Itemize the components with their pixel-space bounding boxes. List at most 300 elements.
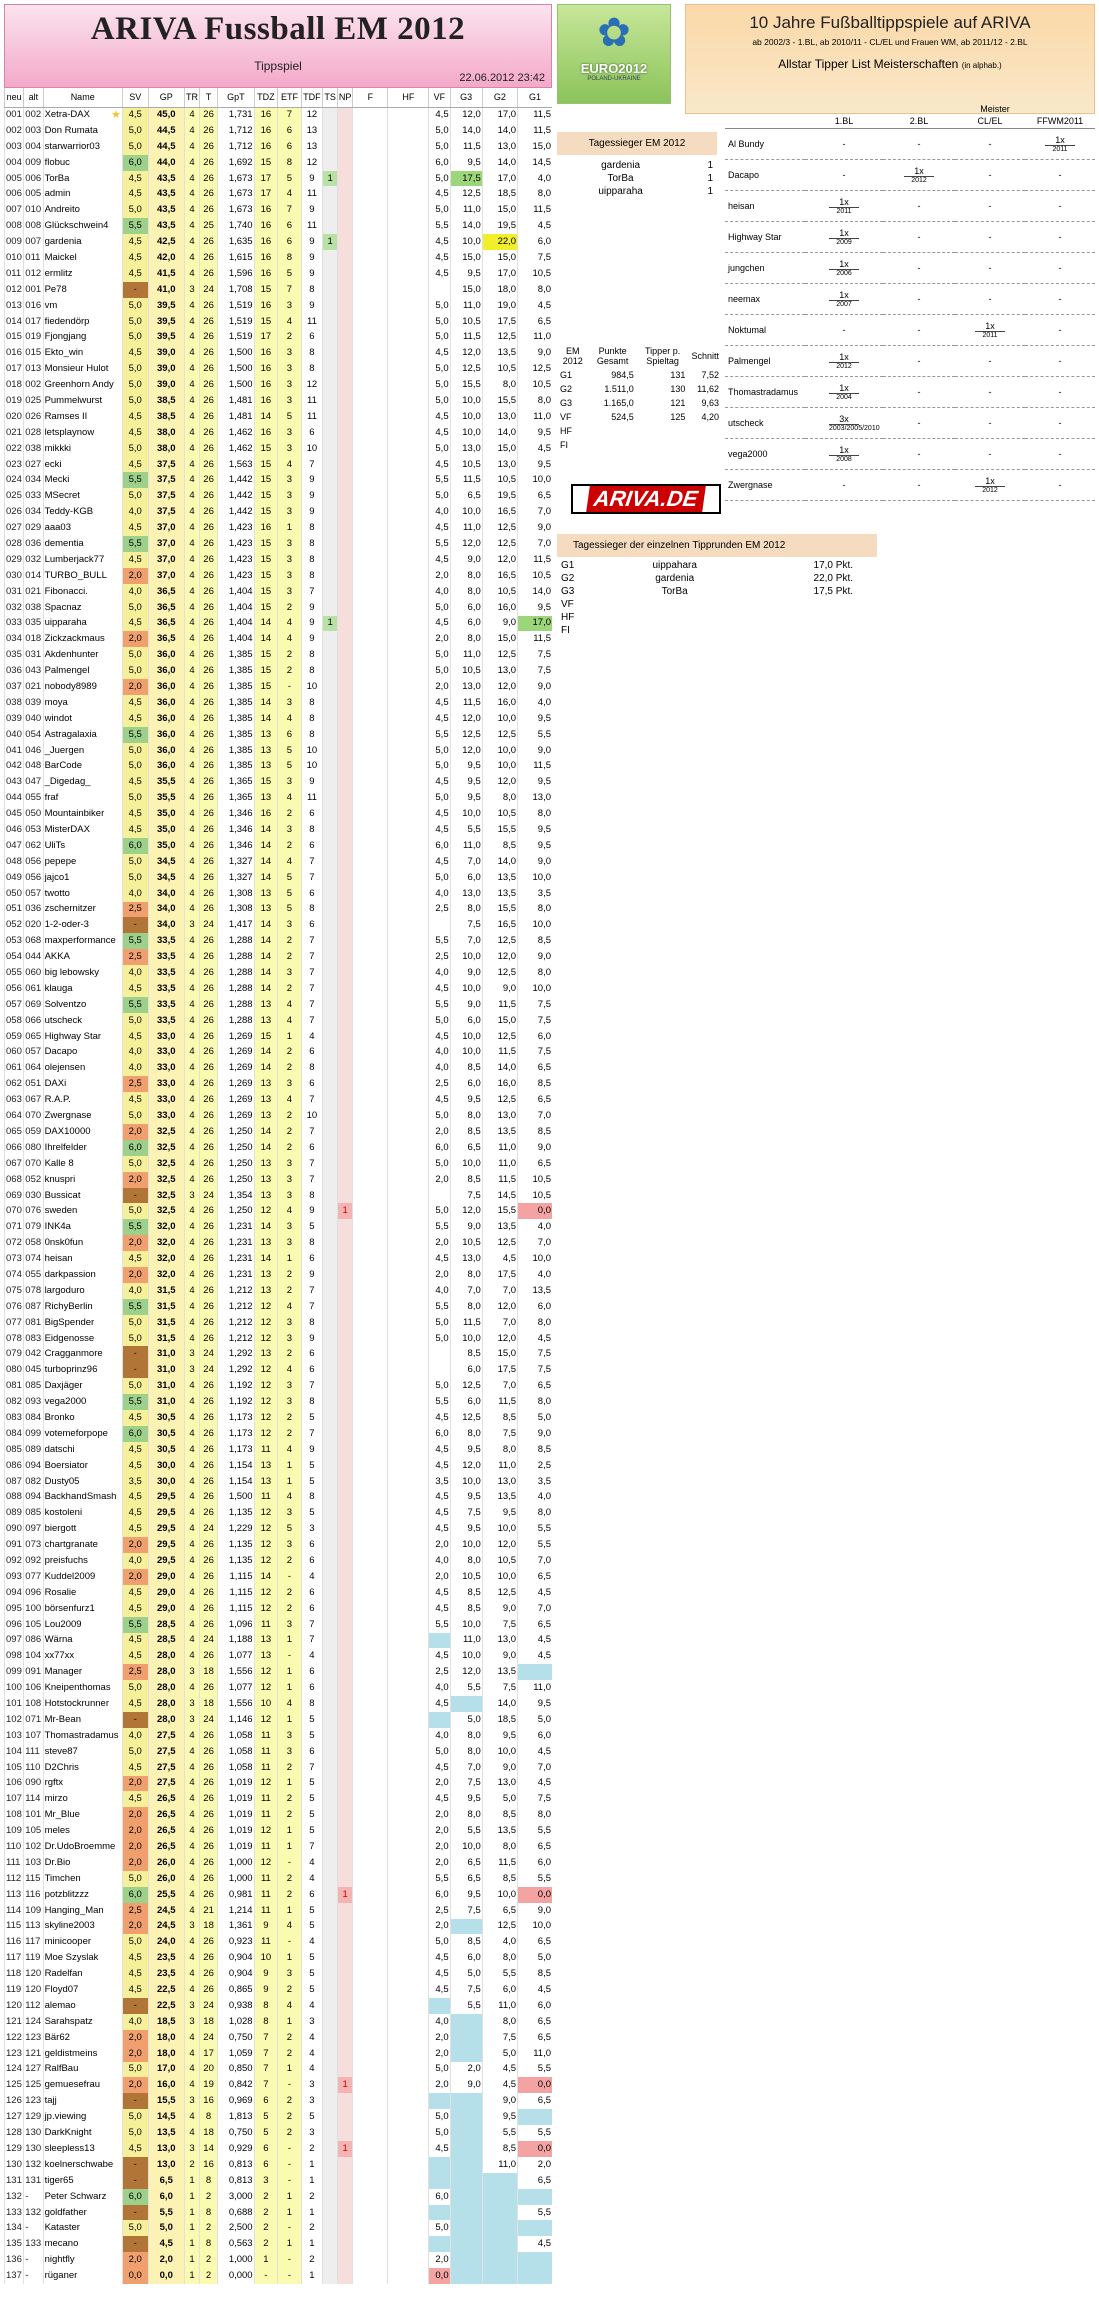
cell-gpt: 1,442: [218, 472, 254, 488]
cell-new-rank: 075: [5, 1283, 24, 1299]
cell-vf: 5,0: [429, 202, 450, 218]
meister-cell: [1025, 346, 1095, 377]
cell-etf: 6: [278, 234, 302, 250]
cell-g2: 7,0: [482, 1315, 517, 1331]
cell-t: 26: [199, 1029, 217, 1045]
cell-vf: 4,5: [429, 981, 450, 997]
cell-old-rank: 035: [24, 616, 43, 632]
cell-player-name: RichyBerlin: [43, 1299, 122, 1315]
cell-hf: [388, 2125, 429, 2141]
meister-cell: [955, 160, 1025, 191]
cell-player-name: skyline2003: [43, 1919, 122, 1935]
table-row: [5, 886, 553, 902]
table-row: [5, 1442, 553, 1458]
daily-winners-table: [557, 159, 717, 198]
cell-g3: 14,0: [450, 123, 482, 139]
cell-player-name: mecano: [43, 2236, 122, 2252]
cell-tdz: 14: [254, 854, 278, 870]
cell-new-rank: 091: [5, 1537, 24, 1553]
cell-tr: 4: [184, 838, 199, 854]
cell-g2: 14,5: [482, 1188, 517, 1204]
cell-vf: 4,5: [429, 854, 450, 870]
cell-tdz: 11: [254, 1871, 278, 1887]
cell-g3: 9,5: [450, 1489, 482, 1505]
cell-tdf: 9: [301, 1331, 322, 1347]
cell-g1: 3,5: [518, 886, 552, 902]
round-winner-row: [557, 598, 857, 611]
cell-g2: 13,0: [482, 1633, 517, 1649]
cell-old-rank: 011: [24, 250, 43, 266]
meister-row: [725, 470, 1095, 501]
cell-tdf: 1: [301, 2268, 322, 2284]
cell-gpt: 1,250: [218, 1140, 254, 1156]
cell-tdz: 5: [254, 2109, 278, 2125]
table-row: [5, 1331, 553, 1347]
cell-vf: [429, 1362, 450, 1378]
cell-tdz: 14: [254, 711, 278, 727]
cell-old-rank: 016: [24, 298, 43, 314]
stats-cell: 524,5: [611, 412, 634, 422]
cell-tdz: 14: [254, 965, 278, 981]
cell-sv: 4,5: [122, 345, 148, 361]
cell-gpt: 1,000: [218, 1855, 254, 1871]
cell-tr: 3: [184, 2014, 199, 2030]
cell-hf: [388, 266, 429, 282]
cell-old-rank: 117: [24, 1934, 43, 1950]
cell-hf: [388, 488, 429, 504]
cell-g2: 11,0: [482, 1458, 517, 1474]
meister-count: -: [988, 418, 992, 428]
meister-cell: [883, 315, 955, 346]
cell-g3: [450, 2030, 482, 2046]
cell-old-rank: 003: [24, 123, 43, 139]
meister-cell: [955, 129, 1025, 160]
cell-f: [353, 1950, 388, 1966]
cell-new-rank: 050: [5, 886, 24, 902]
cell-old-rank: 091: [24, 1664, 43, 1680]
cell-f: [353, 2030, 388, 2046]
cell-g1: 13,5: [518, 1283, 552, 1299]
cell-etf: 4: [278, 631, 302, 647]
cell-tr: 4: [184, 1172, 199, 1188]
cell-vf: 5,0: [429, 1331, 450, 1347]
cell-tdz: 12: [254, 1299, 278, 1315]
cell-tdf: 8: [301, 568, 322, 584]
cell-hf: [388, 1903, 429, 1919]
cell-old-rank: 093: [24, 1394, 43, 1410]
cell-hf: [388, 600, 429, 616]
cell-etf: 3: [278, 822, 302, 838]
cell-t: 26: [199, 1172, 217, 1188]
cell-hf: [388, 123, 429, 139]
table-row: [5, 1251, 553, 1267]
cell-gpt: 1,442: [218, 488, 254, 504]
cell-np: [338, 1903, 353, 1919]
stats-col-1: Punkte Gesamt: [596, 346, 629, 366]
table-row: [5, 1060, 553, 1076]
cell-hf: [388, 298, 429, 314]
cell-tdz: 12: [254, 1823, 278, 1839]
meister-name: [725, 315, 805, 346]
cell-vf: [429, 2173, 450, 2189]
cell-old-rank: 004: [24, 139, 43, 155]
cell-old-rank: 045: [24, 1362, 43, 1378]
cell-tdf: 5: [301, 1458, 322, 1474]
table-row: [5, 1029, 553, 1045]
cell-player-name: fraf: [43, 790, 122, 806]
cell-sv: 4,5: [122, 695, 148, 711]
cell-tdz: 13: [254, 743, 278, 759]
cell-tdf: 8: [301, 1060, 322, 1076]
cell-g1: 11,0: [518, 329, 552, 345]
cell-t: 18: [199, 1664, 217, 1680]
cell-vf: 5,5: [429, 1617, 450, 1633]
cell-tdz: 3: [254, 2173, 278, 2189]
cell-tdf: 7: [301, 870, 322, 886]
cell-hf: [388, 155, 429, 171]
cell-t: 26: [199, 1045, 217, 1061]
cell-tdf: 7: [301, 1378, 322, 1394]
cell-new-rank: 123: [5, 2046, 24, 2062]
cell-tdz: 12: [254, 1426, 278, 1442]
cell-g1: 15,0: [518, 139, 552, 155]
table-row: [5, 1315, 553, 1331]
cell-g3: [450, 2157, 482, 2173]
cell-g2: 13,0: [482, 1776, 517, 1792]
cell-g2: 12,5: [482, 1919, 517, 1935]
cell-new-rank: 114: [5, 1903, 24, 1919]
cell-new-rank: 051: [5, 902, 24, 918]
cell-np: [338, 1474, 353, 1490]
cell-f: [353, 457, 388, 473]
stats-row: [557, 382, 722, 396]
cell-sv: 5,0: [122, 743, 148, 759]
cell-t: 26: [199, 1807, 217, 1823]
table-row: [5, 250, 553, 266]
cell-tdf: 6: [301, 806, 322, 822]
cell-new-rank: 074: [5, 1267, 24, 1283]
cell-tdz: 13: [254, 1474, 278, 1490]
cell-g1: 11,5: [518, 552, 552, 568]
cell-old-rank: 097: [24, 1521, 43, 1537]
cell-g3: 10,0: [450, 1474, 482, 1490]
meister-cell: [1025, 191, 1095, 222]
cell-g1: 0,0: [518, 1203, 552, 1219]
meister-cell: [805, 470, 883, 501]
cell-f: [353, 2220, 388, 2236]
meister-row: [725, 408, 1095, 439]
cell-f: [353, 2141, 388, 2157]
cell-g1: 11,5: [518, 202, 552, 218]
cell-gpt: 1,519: [218, 314, 254, 330]
cell-gpt: 1,231: [218, 1267, 254, 1283]
meister-cell: [883, 284, 955, 315]
cell-g2: 17,5: [482, 314, 517, 330]
cell-hf: [388, 1776, 429, 1792]
cell-new-rank: 088: [5, 1489, 24, 1505]
cell-t: 26: [199, 1569, 217, 1585]
cell-tr: 1: [184, 2268, 199, 2284]
cell-tdf: 12: [301, 155, 322, 171]
cell-tdf: 6: [301, 1553, 322, 1569]
cell-gpt: 1,417: [218, 917, 254, 933]
cell-etf: 2: [278, 1807, 302, 1823]
cell-tr: 4: [184, 425, 199, 441]
cell-gp: 13,5: [148, 2125, 184, 2141]
cell-vf: [429, 1712, 450, 1728]
cell-player-name: starwarrior03: [43, 139, 122, 155]
cell-np: [338, 1045, 353, 1061]
cell-sv: -: [122, 1712, 148, 1728]
cell-np: [338, 234, 353, 250]
cell-player-name: Mr-Bean: [43, 1712, 122, 1728]
cell-tdz: 15: [254, 584, 278, 600]
cell-f: [353, 584, 388, 600]
cell-ts: [323, 1505, 338, 1521]
cell-sv: 5,0: [122, 1680, 148, 1696]
cell-sv: 4,0: [122, 1728, 148, 1744]
cell-vf: 5,0: [429, 1108, 450, 1124]
cell-new-rank: 125: [5, 2077, 24, 2093]
cell-new-rank: 132: [5, 2189, 24, 2205]
cell-hf: [388, 759, 429, 775]
cell-etf: 3: [278, 345, 302, 361]
cell-g3: 5,5: [450, 1680, 482, 1696]
cell-ts: [323, 218, 338, 234]
cell-f: [353, 329, 388, 345]
cell-player-name: kostoleni: [43, 1505, 122, 1521]
cell-player-name: Moe Szyslak: [43, 1950, 122, 1966]
cell-sv: -: [122, 917, 148, 933]
cell-t: 24: [199, 1362, 217, 1378]
cell-player-name: Andreito: [43, 202, 122, 218]
cell-tdz: 6: [254, 2141, 278, 2157]
cell-g2: 15,0: [482, 250, 517, 266]
cell-g2: 13,0: [482, 1474, 517, 1490]
cell-ts: [323, 1521, 338, 1537]
meister-cell: [883, 470, 955, 501]
cell-g2: 8,5: [482, 2141, 517, 2157]
cell-t: 26: [199, 1776, 217, 1792]
cell-tr: 4: [184, 441, 199, 457]
cell-gpt: 1,673: [218, 171, 254, 187]
cell-tdz: 12: [254, 1410, 278, 1426]
cell-gpt: 1,288: [218, 997, 254, 1013]
cell-player-name: vega2000: [43, 1394, 122, 1410]
cell-new-rank: 031: [5, 584, 24, 600]
cell-old-rank: 074: [24, 1251, 43, 1267]
cell-f: [353, 1013, 388, 1029]
cell-t: 2: [199, 2189, 217, 2205]
cell-f: [353, 1474, 388, 1490]
cell-vf: 2,0: [429, 2030, 450, 2046]
cell-hf: [388, 790, 429, 806]
cell-gp: 41,0: [148, 282, 184, 298]
cell-g1: 4,5: [518, 1331, 552, 1347]
cell-tr: 4: [184, 1823, 199, 1839]
cell-gp: 31,0: [148, 1346, 184, 1362]
cell-np: [338, 171, 353, 187]
cell-tdz: 15: [254, 647, 278, 663]
stats-col-2: Tipper p. Spieltag: [645, 346, 681, 366]
cell-gp: 32,0: [148, 1219, 184, 1235]
cell-etf: 3: [278, 1394, 302, 1410]
cell-tdz: 12: [254, 1203, 278, 1219]
cell-gp: 32,0: [148, 1267, 184, 1283]
cell-old-rank: 033: [24, 488, 43, 504]
cell-sv: 2,0: [122, 1172, 148, 1188]
cell-g2: 13,0: [482, 1108, 517, 1124]
cell-gp: 36,0: [148, 743, 184, 759]
cell-etf: 3: [278, 965, 302, 981]
cell-gp: 5,0: [148, 2220, 184, 2236]
cell-etf: -: [278, 1648, 302, 1664]
cell-g3: 12,0: [450, 345, 482, 361]
cell-new-rank: 042: [5, 759, 24, 775]
cell-tdf: 4: [301, 1855, 322, 1871]
cell-g2: 6,5: [482, 1903, 517, 1919]
cell-old-rank: 059: [24, 1124, 43, 1140]
table-row: [5, 266, 553, 282]
cell-tr: 4: [184, 711, 199, 727]
cell-np: [338, 1108, 353, 1124]
cell-gp: 33,5: [148, 965, 184, 981]
table-row: [5, 361, 553, 377]
meister-count: -: [842, 480, 846, 490]
cell-f: [353, 2205, 388, 2221]
cell-tdf: 11: [301, 790, 322, 806]
cell-np: [338, 393, 353, 409]
meister-year: 2012: [904, 176, 934, 184]
cell-new-rank: 027: [5, 520, 24, 536]
cell-player-name: Lumberjack77: [43, 552, 122, 568]
cell-gpt: 1,269: [218, 1060, 254, 1076]
cell-gpt: 0,813: [218, 2157, 254, 2173]
cell-np: [338, 1776, 353, 1792]
cell-vf: 4,5: [429, 1601, 450, 1617]
standings-panel: [4, 4, 552, 2284]
meister-cell: [805, 129, 883, 160]
cell-g2: 8,0: [482, 1950, 517, 1966]
cell-f: [353, 1076, 388, 1092]
cell-np: [338, 584, 353, 600]
cell-g3: 5,0: [450, 1966, 482, 1982]
table-row: [5, 1299, 553, 1315]
cell-sv: 4,5: [122, 1521, 148, 1537]
cell-tr: 4: [184, 393, 199, 409]
table-row: [5, 2030, 553, 2046]
cell-tdz: 16: [254, 107, 278, 123]
cell-np: [338, 759, 353, 775]
cell-g3: [450, 2046, 482, 2062]
cell-hf: [388, 1076, 429, 1092]
cell-gp: 18,0: [148, 2046, 184, 2062]
cell-gpt: 1,115: [218, 1601, 254, 1617]
cell-g2: 15,5: [482, 902, 517, 918]
cell-tdf: 6: [301, 917, 322, 933]
meister-count: 1x: [1055, 135, 1065, 145]
cell-f: [353, 2125, 388, 2141]
cell-g1: 5,5: [518, 1871, 552, 1887]
cell-ts: [323, 2030, 338, 2046]
cell-ts: [323, 886, 338, 902]
cell-new-rank: 113: [5, 1887, 24, 1903]
cell-tdz: 12: [254, 1378, 278, 1394]
cell-np: [338, 1712, 353, 1728]
cell-hf: [388, 584, 429, 600]
cell-sv: 5,0: [122, 1203, 148, 1219]
cell-vf: 2,5: [429, 1076, 450, 1092]
cell-etf: 6: [278, 727, 302, 743]
meister-cell: [883, 222, 955, 253]
cell-sv: 2,0: [122, 679, 148, 695]
cell-tr: 4: [184, 1029, 199, 1045]
cell-t: 26: [199, 1648, 217, 1664]
cell-gp: 39,0: [148, 345, 184, 361]
table-row: [5, 1219, 553, 1235]
cell-np: [338, 1331, 353, 1347]
cell-g3: 7,5: [450, 917, 482, 933]
cell-new-rank: 089: [5, 1505, 24, 1521]
cell-sv: 4,5: [122, 822, 148, 838]
cell-g1: 3,5: [518, 1474, 552, 1490]
cell-f: [353, 1569, 388, 1585]
meister-count: -: [1058, 201, 1062, 211]
cell-g3: 10,0: [450, 1156, 482, 1172]
cell-t: 26: [199, 520, 217, 536]
cell-np: [338, 2062, 353, 2078]
cell-g2: 13,5: [482, 1489, 517, 1505]
cell-gpt: 1,212: [218, 1331, 254, 1347]
cell-sv: 2,0: [122, 1124, 148, 1140]
cell-g2: 10,0: [482, 743, 517, 759]
cell-sv: 5,0: [122, 314, 148, 330]
cell-g2: 12,5: [482, 933, 517, 949]
cell-tdz: 13: [254, 1013, 278, 1029]
cell-hf: [388, 838, 429, 854]
cell-old-rank: 116: [24, 1887, 43, 1903]
cell-gp: 36,5: [148, 584, 184, 600]
cell-etf: 3: [278, 1505, 302, 1521]
cell-gp: 28,5: [148, 1633, 184, 1649]
cell-t: 26: [199, 1235, 217, 1251]
cell-player-name: Floyd07: [43, 1982, 122, 1998]
cell-g1: 8,5: [518, 933, 552, 949]
cell-sv: -: [122, 2205, 148, 2221]
cell-vf: 4,5: [429, 345, 450, 361]
cell-hf: [388, 2046, 429, 2062]
cell-gpt: 1,173: [218, 1410, 254, 1426]
meister-row: [725, 284, 1095, 315]
cell-f: [353, 886, 388, 902]
cell-gpt: 1,404: [218, 584, 254, 600]
cell-g1: 13,0: [518, 790, 552, 806]
cell-vf: [429, 917, 450, 933]
cell-old-rank: -: [24, 2268, 43, 2284]
cell-vf: 4,5: [429, 1505, 450, 1521]
cell-old-rank: 051: [24, 1076, 43, 1092]
cell-gpt: 1,146: [218, 1712, 254, 1728]
cell-g3: 7,5: [450, 1776, 482, 1792]
cell-tdz: 13: [254, 1267, 278, 1283]
cell-gpt: 1,059: [218, 2046, 254, 2062]
cell-new-rank: 062: [5, 1076, 24, 1092]
cell-t: 26: [199, 1871, 217, 1887]
cell-t: 26: [199, 1680, 217, 1696]
cell-new-rank: 072: [5, 1235, 24, 1251]
cell-etf: 3: [278, 472, 302, 488]
cell-tdf: 1: [301, 2236, 322, 2252]
